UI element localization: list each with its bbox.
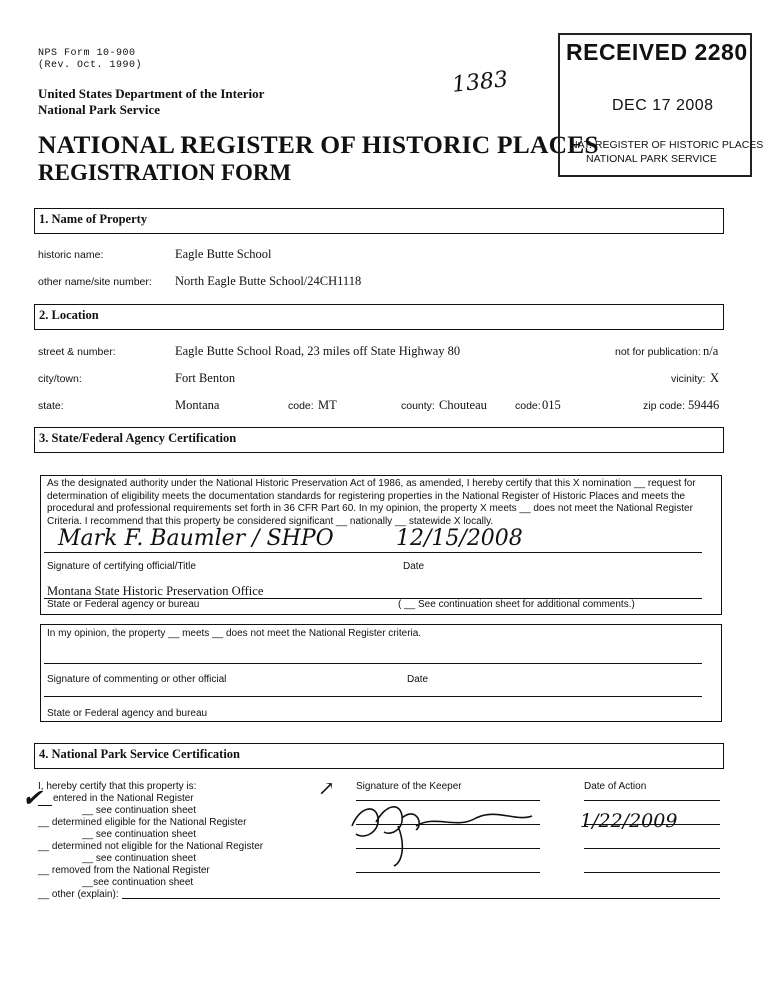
county-code-value: 015 bbox=[542, 398, 561, 412]
agency2-label: State or Federal agency and bureau bbox=[47, 708, 208, 719]
cert-line-1: As the designated authority under the National Historic Preservation Act of 1986, as amended, I hereby certify that this X nomination __ request for bbox=[47, 478, 696, 489]
date-label: Date bbox=[403, 561, 425, 572]
section4-heading: 4. National Park Service Certification bbox=[39, 747, 240, 761]
continuation-2: __ see continuation sheet bbox=[82, 829, 196, 840]
commenting-label: Signature of commenting or other official bbox=[47, 674, 227, 685]
handwritten-number: 1383 bbox=[450, 67, 510, 98]
continuation-note: ( __ See continuation sheet for additional comments.) bbox=[398, 599, 635, 610]
other-explain-line bbox=[122, 898, 720, 899]
form-number: NPS Form 10-900 bbox=[38, 48, 136, 59]
continuation-1: __ see continuation sheet bbox=[82, 805, 196, 816]
historic-name-value: Eagle Butte School bbox=[175, 247, 272, 261]
city-value: Fort Benton bbox=[175, 371, 236, 385]
section2-heading: 2. Location bbox=[39, 308, 99, 322]
stamp-line1: NAT. REGISTER OF HISTORIC PLACES bbox=[570, 139, 764, 151]
page-subtitle: REGISTRATION FORM bbox=[38, 160, 292, 185]
removed-option: __ removed from the National Register bbox=[38, 865, 210, 876]
section1-heading: 1. Name of Property bbox=[39, 212, 148, 226]
cert-line-2: determination of eligibility meets the documentation standards for registering properties in the National Register of Historic Places and meets the bbox=[47, 490, 686, 502]
opinion-line bbox=[44, 663, 702, 664]
vicinity-label: vicinity: bbox=[671, 373, 706, 385]
page-title: NATIONAL REGISTER OF HISTORIC PLACES bbox=[38, 130, 599, 159]
cert-line-3: procedural and professional requirements set forth in 36 CFR Part 60. In my opinion, the property X meets __ does not meet the National Register bbox=[47, 503, 693, 514]
zip-label: zip code: bbox=[643, 400, 686, 412]
section3-heading: 3. State/Federal Agency Certification bbox=[39, 431, 237, 445]
opinion-text: In my opinion, the property __ meets __ does not meet the National Register criteria. bbox=[47, 628, 422, 639]
state-code-label: code: bbox=[288, 400, 314, 412]
keeper-label: Signature of the Keeper bbox=[356, 781, 462, 792]
county-code-label: code: bbox=[515, 400, 541, 412]
agency-label: State or Federal agency or bureau bbox=[47, 599, 200, 610]
historic-name-label: historic name: bbox=[38, 249, 104, 261]
entered-option: entered in the National Register bbox=[53, 793, 194, 804]
stamp-line2: NATIONAL PARK SERVICE bbox=[586, 153, 717, 165]
city-label: city/town: bbox=[38, 373, 82, 385]
check-mark-icon: ✔ bbox=[22, 784, 43, 812]
agency-name: National Park Service bbox=[38, 102, 161, 117]
county-label: county: bbox=[401, 400, 435, 412]
section2-header bbox=[34, 304, 724, 330]
county-value: Chouteau bbox=[439, 398, 487, 412]
stamp-received: RECEIVED 2280 bbox=[566, 39, 748, 65]
entered-blank bbox=[38, 805, 52, 806]
keeper-line-3 bbox=[356, 848, 540, 849]
determined-option: __ determined eligible for the National Register bbox=[38, 817, 247, 828]
action-date-label: Date of Action bbox=[584, 781, 647, 792]
form-revision: (Rev. Oct. 1990) bbox=[38, 60, 143, 71]
certifying-signature: Mark F. Baumler / SHPO bbox=[58, 526, 334, 551]
other-name-label: other name/site number: bbox=[38, 276, 152, 288]
certification-date: 12/15/2008 bbox=[396, 526, 523, 551]
zip-value: 59446 bbox=[688, 398, 720, 412]
keeper-line-4 bbox=[356, 872, 540, 873]
certify-text: I, hereby certify that this property is: bbox=[38, 781, 197, 792]
certification-text bbox=[47, 478, 696, 528]
agency-value: Montana State Historic Preservation Office bbox=[47, 584, 264, 598]
received-stamp bbox=[558, 33, 764, 177]
commenting-date-label: Date bbox=[407, 674, 429, 685]
street-value: Eagle Butte School Road, 23 miles off State Highway 80 bbox=[175, 344, 461, 358]
action-line-4 bbox=[584, 872, 720, 873]
nfp-value: n/a bbox=[703, 344, 719, 358]
action-line-1 bbox=[584, 800, 720, 801]
not-eligible-option: __ determined not eligible for the National Register bbox=[38, 841, 264, 852]
state-code-value: MT bbox=[318, 398, 337, 412]
vicinity-value: X bbox=[710, 371, 720, 385]
stamp-date: DEC 17 2008 bbox=[612, 97, 714, 114]
commenting-line bbox=[44, 696, 702, 697]
other-name-value: North Eagle Butte School/24CH1118 bbox=[175, 274, 362, 288]
action-date-value: 1/22/2009 bbox=[580, 810, 678, 832]
cert-line-4: Criteria. I recommend that this property be considered significant __ nationally __ statewide X locally. bbox=[47, 515, 494, 527]
action-line-2 bbox=[584, 824, 720, 825]
continuation-3: __ see continuation sheet bbox=[82, 853, 196, 864]
keeper-signature bbox=[346, 796, 542, 868]
keeper-line-2 bbox=[356, 824, 540, 825]
nfp-label: not for publication: bbox=[615, 346, 701, 358]
other-option: __ other (explain): bbox=[38, 889, 119, 900]
state-label: state: bbox=[38, 400, 64, 412]
street-label: street & number: bbox=[38, 346, 116, 358]
continuation-4: __see continuation sheet bbox=[82, 877, 194, 888]
signature-line bbox=[44, 552, 702, 553]
keeper-line-1 bbox=[356, 800, 540, 801]
keeper-mark-icon: ↗ bbox=[318, 776, 335, 800]
signature-label: Signature of certifying official/Title bbox=[47, 561, 196, 572]
action-line-3 bbox=[584, 848, 720, 849]
state-value: Montana bbox=[175, 398, 220, 412]
department: United States Department of the Interior bbox=[38, 86, 265, 101]
